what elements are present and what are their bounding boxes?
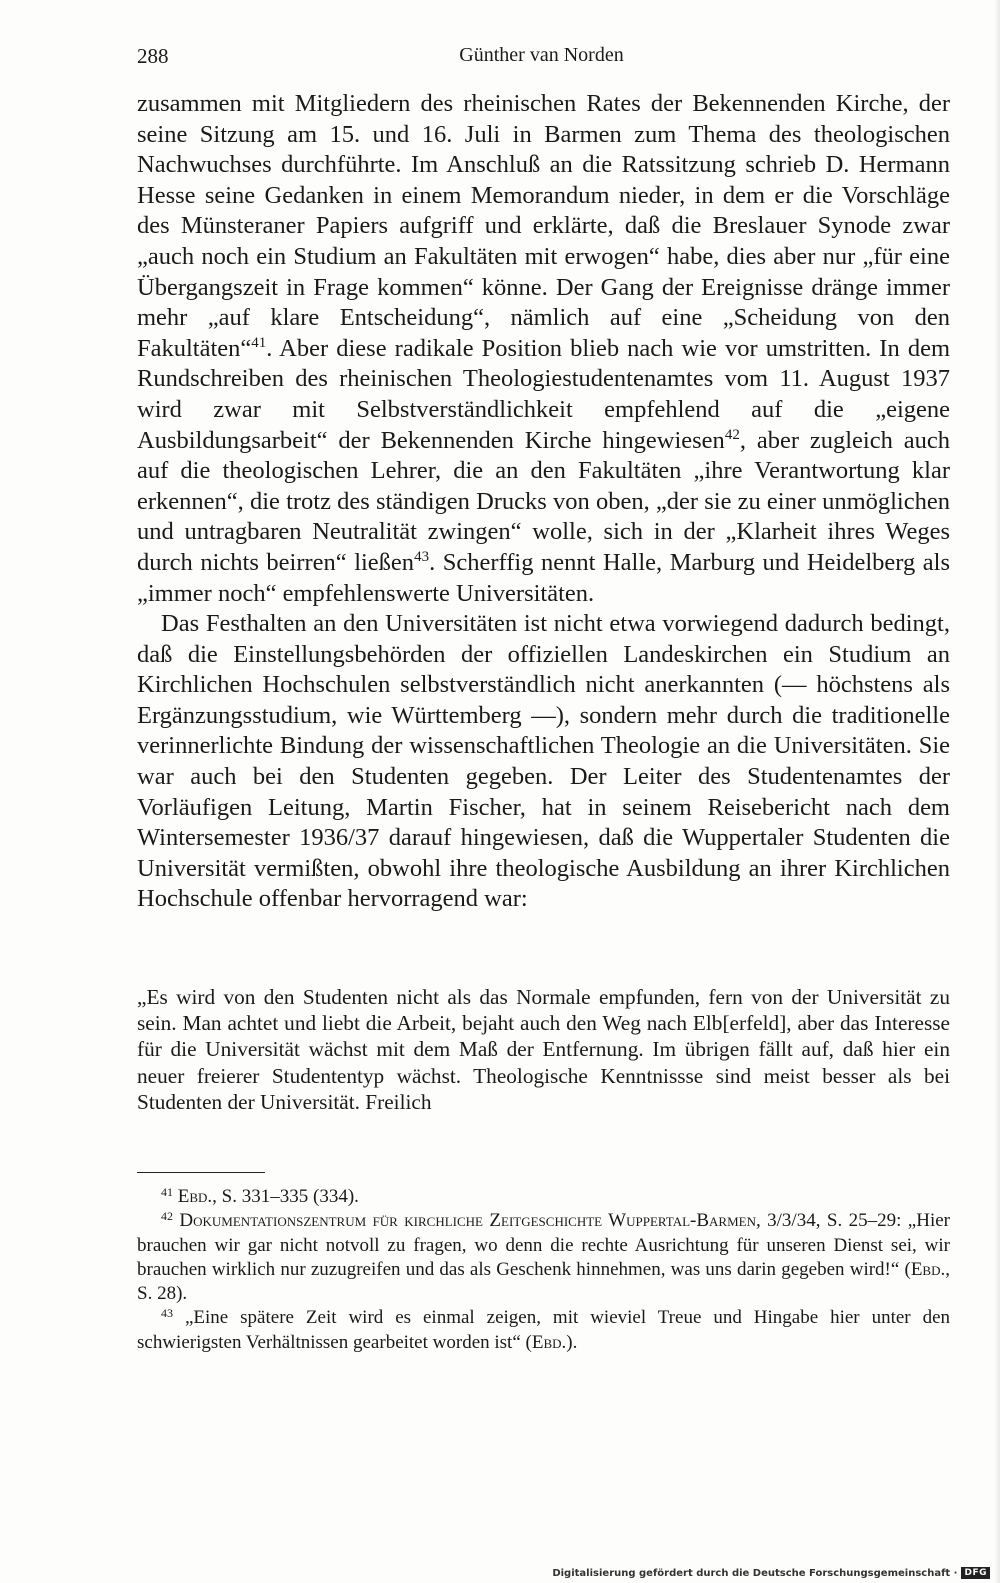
footnote-ref-41: 41 [251, 334, 267, 351]
footnote-41-text: , S. 331–335 (334). [212, 1186, 359, 1207]
paragraph-1-text-b: . Aber diese radikale Position blieb nach wie vor umstritten. In dem Rundschreiben des rheinischen Theologiestudentenamtes vom 11. August 1937 wird zwar mit Selbstverständlichkeit empfehlend auf die „eigene Ausbildungsarbeit“ der Bekennenden Kirche hingewiesen [137, 334, 950, 454]
footnote-43 [137, 1306, 950, 1355]
block-quote-text: „Es wird von den Studenten nicht als das Normale empfunden, fern von der Universität zu sein. Man achtet und liebt die Arbeit, bejaht auch den Weg nach Elb[erfeld], aber das Interesse für die Universität wächst mit dem Maß der Entfernung. Im übrigen fällt auf, daß hier ein neuer freierer Studententyp wächst. Theologische Kenntnissse sind meist besser als bei Studenten der Universität. Freilich [137, 985, 950, 1114]
footnote-separator [137, 1172, 265, 1173]
page-edge-shadow [994, 0, 1000, 1583]
main-text [137, 89, 950, 915]
page-header [137, 44, 946, 74]
page-number: 288 [137, 44, 169, 68]
paragraph-1-text-d: . Scherffig nennt Halle, Marburg und Heidelberg als „immer noch“ empfehlenswerte Universitäten. [137, 548, 950, 607]
footnote-42-ebd: Ebd. [910, 1258, 946, 1280]
footnote-41-mark: 41 [161, 1185, 173, 1199]
paragraph-1 [137, 89, 950, 609]
paragraph-1-text-c: , aber zugleich auch auf die theologischen Lehrer, die an den Fakultäten „ihre Verantwortung klar erkennen“, die trotz des ständigen Drucks von oben, „der sie zu einer unmöglichen und untragbaren Neutralität zwingen“ wolle, sich in der „Klarheit ihres Weges durch nichts beirren“ ließen [137, 426, 950, 576]
footnote-43-end: ). [566, 1331, 578, 1353]
footnote-ref-42: 42 [724, 426, 740, 443]
running-title: Günther van Norden [459, 44, 624, 66]
footnote-ref-43: 43 [414, 548, 430, 565]
footnote-42 [137, 1209, 950, 1306]
paragraph-1-text-a: zusammen mit Mitgliedern des rheinischen Rates der Bekennenden Kirche, der seine Sitzung am 15. und 16. Juli in Barmen zum Thema des theologischen Nachwuchses durchführte. Im Anschluß an die Ratssitzung schrieb D. Hermann Hesse seine Gedanken in einem Memorandum nieder, in dem er die Vorschläge des Münsteraner Papiers aufgriff und erklärte, daß die Breslauer Synode zwar „auch noch ein Studium an Fakultäten mit erwogen“ habe, dies aber nur „für eine Übergangszeit in Frage kommen“ könne. Der Gang der Ereignisse dränge immer mehr „auf klare Entscheidung“, nämlich auf eine „Scheidung von den Fakultäten“ [137, 90, 950, 362]
footnote-41 [137, 1185, 950, 1209]
footnotes [137, 1185, 950, 1355]
footnote-43-ebd: Ebd. [531, 1331, 567, 1353]
digitization-credit [552, 1567, 990, 1579]
footnote-42-text: , 3/3/34, S. 25–29: „Hier brauchen wir gar nicht notvoll zu fragen, wo denn die rechte Ausrichtung für unseren Dienst sei, wir brauchen wirklich nur zuzugreifen und das als Geschenk hinnehmen, was uns darin gegeben wird!“ ( [137, 1210, 950, 1280]
footnote-43-mark: 43 [161, 1306, 173, 1321]
paragraph-2: Das Festhalten an den Universitäten ist nicht etwa vorwiegend dadurch bedingt, daß die Einstellungsbehörden der offiziellen Landeskirchen ein Studium an Kirchlichen Hochschulen selbstverständlich nicht anerkannten (— höchstens als Ergänzungsstudium, wie Württemberg —), sondern mehr durch die traditionelle verinnerlichte Bindung der wissenschaftlichen Theologie an die Universitäten. Sie war auch bei den Studenten gegeben. Der Leiter des Studentenamtes der Vorläufigen Leitung, Martin Fischer, hat in seinem Reisebericht nach dem Wintersemester 1936/37 darauf hingewiesen, daß die Wuppertaler Studenten die Universität vermißten, obwohl ihre theologische Ausbildung an ihrer Kirchlichen Hochschule offenbar hervorragend war: [137, 610, 950, 913]
footnote-41-ebd: Ebd. [177, 1186, 213, 1207]
footnote-43-text: „Eine spätere Zeit wird es einmal zeigen, mit wieviel Treue und Hingabe hier unter den schwierigsten Verhältnissen gearbeitet worden ist“ ( [137, 1307, 950, 1353]
footnote-42-end: , S. 28). [137, 1258, 950, 1305]
dfg-logo-icon: DFG [961, 1567, 990, 1579]
footnote-42-source: Dokumentationszentrum für kirchliche Zeitgeschichte Wuppertal-Barmen [179, 1210, 756, 1232]
footnote-42-mark: 42 [161, 1209, 173, 1224]
block-quote [137, 984, 950, 1115]
digitization-credit-text: Digitalisierung gefördert durch die Deutsche Forschungsgemeinschaft · [552, 1567, 958, 1579]
